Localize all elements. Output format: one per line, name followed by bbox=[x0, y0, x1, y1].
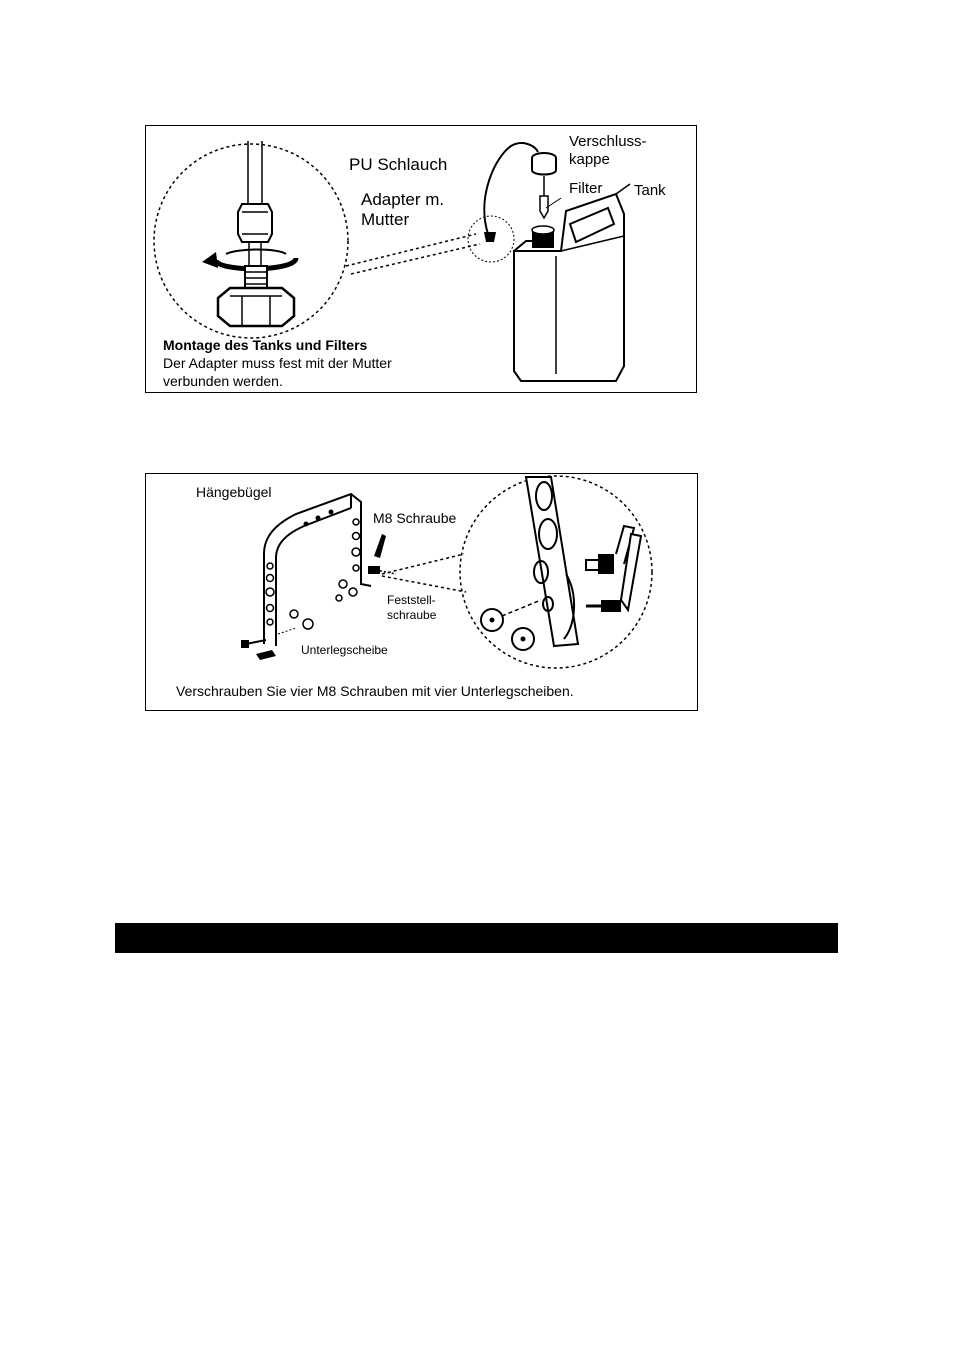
caption-title: Montage des Tanks und Filters bbox=[163, 337, 368, 353]
label-feststellschraube-2: schraube bbox=[387, 608, 437, 622]
label-m8-schraube: M8 Schraube bbox=[373, 510, 457, 526]
label-feststellschraube-1: Feststell- bbox=[387, 593, 436, 607]
bracket-mounting-figure bbox=[145, 473, 698, 711]
label-verschlusskappe-2: kappe bbox=[569, 151, 610, 168]
label-filter: Filter bbox=[569, 180, 603, 197]
pu-tube-shape bbox=[484, 143, 538, 234]
hex-nut-shape bbox=[238, 204, 272, 242]
base-nut-shape bbox=[218, 288, 294, 326]
label-tank: Tank bbox=[634, 182, 666, 199]
section-header-bar bbox=[115, 923, 838, 953]
label-unterlegscheibe: Unterlegscheibe bbox=[301, 643, 388, 657]
caption-line-1: Der Adapter muss fest mit der Mutter bbox=[163, 355, 392, 371]
caption-line-2: verbunden werden. bbox=[163, 373, 283, 389]
label-adapter-1: Adapter m. bbox=[361, 190, 445, 209]
figure2-caption: Verschrauben Sie vier M8 Schrauben mit vier Unterlegscheiben. bbox=[176, 683, 574, 699]
tank-filter-assembly-figure bbox=[145, 125, 697, 393]
label-verschlusskappe-1: Verschluss- bbox=[569, 133, 647, 150]
label-adapter-2: Mutter bbox=[361, 210, 410, 229]
label-pu-schlauch: PU Schlauch bbox=[349, 155, 448, 174]
label-haengebuegel: Hängebügel bbox=[196, 484, 272, 500]
